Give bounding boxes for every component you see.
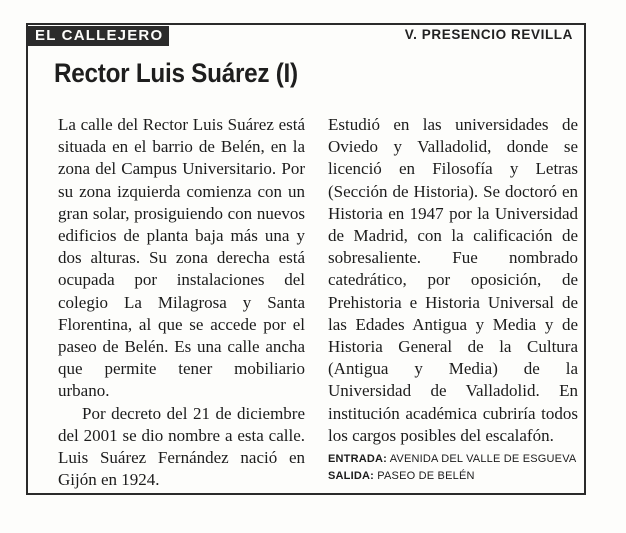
paragraph-1: La calle del Rector Luis Suárez está situada en el barrio de Belén, en la zona del Campus Universitario. Por su zona izquierda comienza con un gran solar, prosiguiendo con nuevos edificios de planta baja más una y dos alturas. Su zona derecha está ocupada por instalaciones del colegio La Milagrosa y Santa Florentina, al que se accede por el paseo de Belén. Es una calle ancha que permite tener mobiliario urbano. [58, 115, 305, 401]
article-title: Rector Luis Suárez (I) [54, 58, 298, 88]
salida-line [328, 468, 578, 485]
paragraph-2: Por decreto del 21 de diciembre del 2001 se dio nombre a esta calle. Luis Suárez Fernández nació en Gijón en 1924. [58, 403, 305, 490]
author-byline: V. PRESENCIO REVILLA [404, 27, 573, 42]
entrada-label: ENTRADA: [328, 453, 388, 466]
entrada-line [328, 451, 578, 468]
salida-value: PASEO DE BELÉN [377, 470, 475, 483]
section-tag: EL CALLEJERO [28, 26, 169, 46]
article-column-left [58, 114, 305, 491]
street-info [328, 451, 578, 485]
article-column-right [328, 114, 578, 485]
paragraph-3: Estudió en las universidades de Oviedo y Valladolid, donde se licenció en Filosofía y Letras (Sección de Historia). Se doctoró en Historia en 1947 por la Universidad de Madrid, con la calificación de sobresaliente. Fue nombrado catedrático, por oposición, de Prehistoria e Historia Universal de las Edades Antigua y Media y de Historia General de la Cultura (Antigua y Media) de la Universidad de Valladolid. En institución académica cubriría todos los cargos posibles del escalafón. [328, 115, 578, 445]
entrada-value: AVENIDA DEL VALLE DE ESGUEVA [389, 453, 577, 466]
salida-label: SALIDA: [328, 470, 375, 483]
